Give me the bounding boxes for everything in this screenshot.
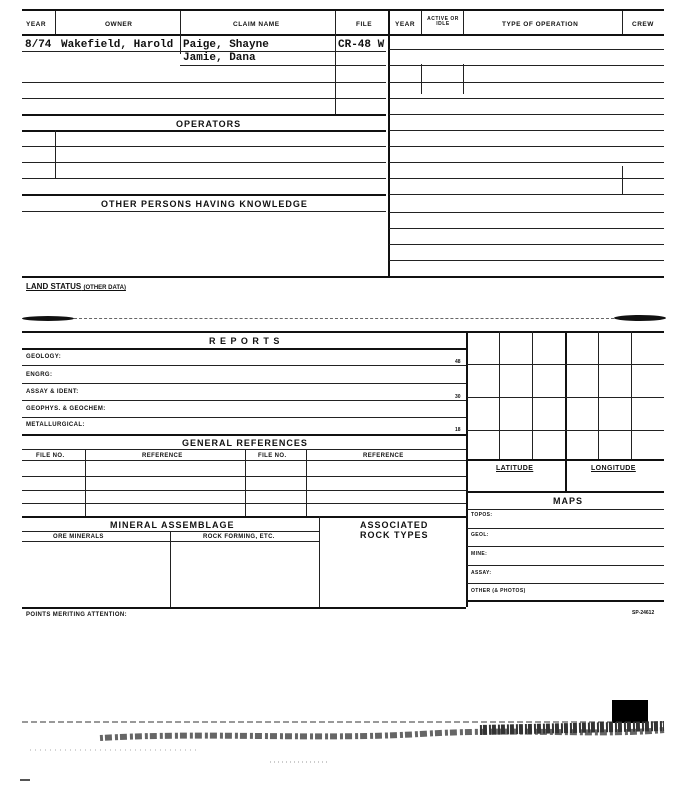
maps-assay: ASSAY: [471, 570, 492, 576]
associated-rock-types-line-2: ROCK TYPES [360, 530, 429, 540]
report-assay-number: 30 [455, 394, 461, 400]
rock-forming-label: ROCK FORMING, ETC. [203, 534, 275, 540]
maps-geol: GEOL: [471, 532, 489, 538]
maps-mine: MINE: [471, 551, 488, 557]
header-crew: CREW [632, 21, 654, 28]
header-active-or-idle: ACTIVE OR IDLE [427, 16, 459, 27]
header-file: FILE [356, 21, 373, 28]
ref-reference-1: REFERENCE [142, 453, 183, 459]
report-assay: ASSAY & IDENT: [26, 389, 79, 395]
form-code: SP-24612 [632, 610, 655, 616]
report-geology-number: 48 [455, 359, 461, 365]
header-type-of-operation: TYPE OF OPERATION [502, 21, 579, 28]
entry-file: CR-48 W [338, 39, 385, 51]
report-geology: GEOLOGY: [26, 354, 62, 360]
land-status-title: LAND STATUS [26, 282, 82, 291]
general-references-title: GENERAL REFERENCES [182, 438, 308, 448]
report-metallurgical-number: 18 [455, 427, 461, 433]
header-year: YEAR [26, 21, 47, 28]
entry-claim-line-1: Paige, Shayne [183, 39, 269, 51]
entry-claim-line-2: Jamie, Dana [183, 52, 256, 64]
ref-reference-2: REFERENCE [363, 453, 404, 459]
land-status [26, 282, 126, 291]
report-metallurgical: METALLURGICAL: [26, 422, 85, 428]
other-persons-title: OTHER PERSONS HAVING KNOWLEDGE [101, 199, 308, 209]
header-year-2: YEAR [395, 21, 416, 28]
ref-file-no-1: FILE NO. [36, 453, 65, 459]
header-owner: OWNER [105, 21, 133, 28]
entry-owner: Wakefield, Harold [61, 39, 174, 51]
points-meriting-attention: POINTS MERITING ATTENTION: [26, 612, 128, 618]
maps-title: MAPS [553, 496, 584, 506]
mineral-assemblage-title: MINERAL ASSEMBLAGE [110, 520, 235, 530]
ore-minerals-label: ORE MINERALS [53, 534, 104, 540]
ref-file-no-2: FILE NO. [258, 453, 287, 459]
land-status-note: (OTHER DATA) [83, 285, 126, 291]
ink-smudge-left [22, 316, 74, 321]
latitude-label: LATITUDE [496, 465, 534, 472]
associated-rock-types-line-1: ASSOCIATED [360, 520, 429, 530]
header-claim-name: CLAIM NAME [233, 21, 280, 28]
scan-noise-band [0, 700, 678, 800]
report-geophys: GEOPHYS. & GEOCHEM: [26, 406, 106, 412]
longitude-label: LONGITUDE [591, 465, 636, 472]
report-engrg: ENGRG: [26, 372, 53, 378]
reports-title: R E P O R T S [209, 336, 281, 346]
maps-topos: TOPOS: [471, 512, 493, 518]
operators-title: OPERATORS [176, 119, 242, 129]
maps-other: OTHER (& PHOTOS) [471, 588, 526, 594]
ink-smudge-right [614, 315, 666, 321]
entry-year: 8/74 [25, 39, 52, 51]
